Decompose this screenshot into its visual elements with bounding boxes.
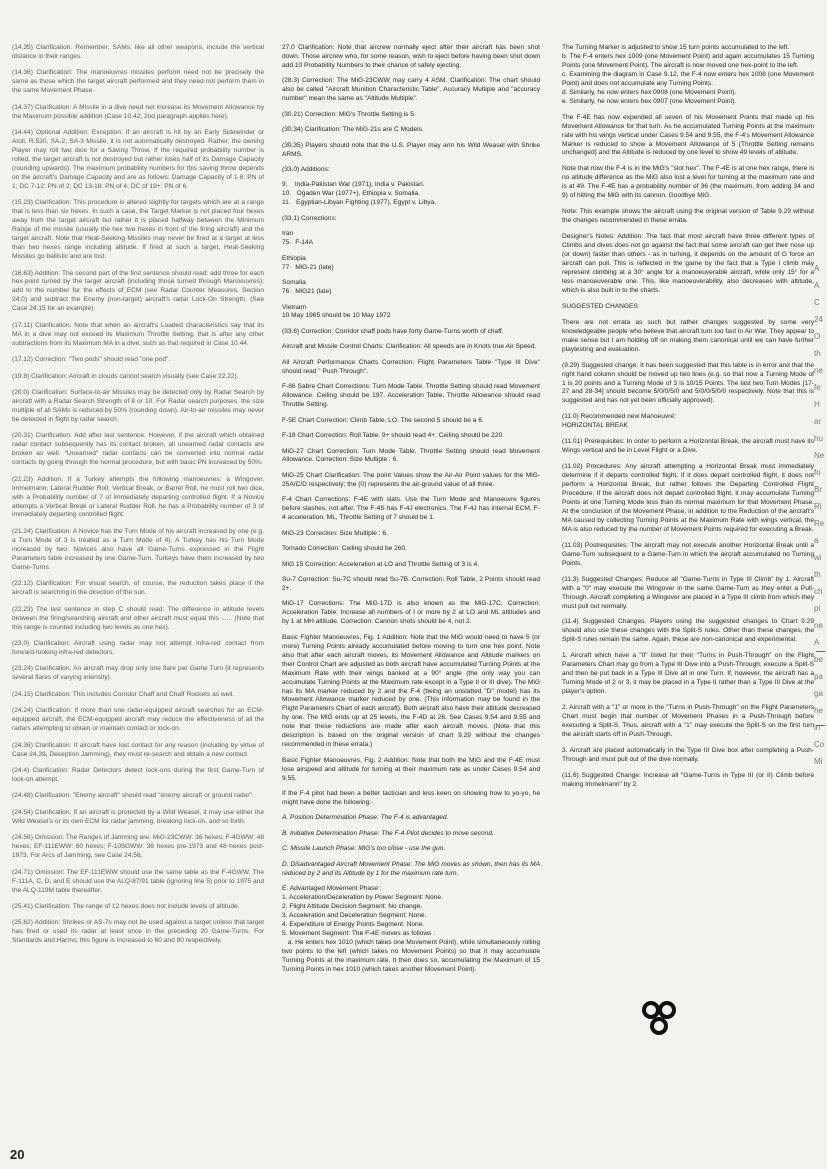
paragraph: (24.4) Clarification: Radar Detectors detect lock-ons during the first Game-Turn of lock-on attempt. [12,767,264,783]
section-heading: SUGGESTED CHANGES: [562,302,640,310]
paragraph: MiG 15 Correction: Acceleration at LO and Throttle Setting of 3 is 4. [282,560,480,568]
paragraph: MiG-25 Chart Clarification: The point Values show the Air-Air Point values for the MiG-25A/C/D respectively; the (0) represents the air-ground value of all three. [282,471,540,488]
edge-fragment: ne [814,621,823,630]
edge-fragment: A [814,264,820,273]
edge-fragment: wi [814,553,822,562]
paragraph: 27.0 Clarification: Note that aircrew normally eject after their aircraft has been shot down. Those aircrew who, for some reason, wish to eject before having been shot down add 10 Probability Numbers to their chance of safely ejecting. [282,44,540,69]
phase-step: D. Disadvantaged Aircraft Movement Phase: The MiG moves as shown, then has its MA reduced by 2 and its Altitude by 1 for the maximum rate turn. [282,860,540,877]
edge-fragment: Mi [814,757,823,766]
paragraph: (17.11) Clarification: Note that when an aircraft's Loaded characteristics say that its MA in a dive may not exceed its Maximum Throttle Setting, that is after any other subtractions from its Maximum MA in a dive, such as that required in Case 10.44. [12,321,264,347]
country-entry: Vietnam 10 May 1965 should be 10 May 1972 [282,303,391,320]
paragraph: (25.41) Clarification: The range of 12 hexes does not include levels of altitude. [12,902,240,910]
paragraph: (30.34) Clarification: The MiG-21s are C Models. [282,126,424,134]
adjacent-page-edge [814,260,827,960]
edge-fragment: a [814,536,819,545]
publisher-logo-icon [638,1000,680,1038]
paragraph: 1. Aircraft which have a "0" listed for their "Turns in Push-Through" on the Flight Parameters Chart may go from a Type III Dive into a Push-Through, execute a Split-S and then be put back in a Type III Dive all in one Turn. If, however, the aircraft has a Turning Mode of 2 or 3, it may be placed in a Type II rather than a Type III Dive at the player's option. [562,652,814,696]
paragraph: (22.12) Clarification: For visual search, of course, the reduction takes place if the aircraft is searching in the direction of the sun. [12,580,264,597]
paragraph: Designer's Notes: Addition: The fact that most aircraft have three different types of Climbs and dives does not go against the fact that some aircraft can get their nose up (or down) faster than others - as in turning, it depends on the amount of G force an aircraft can pull. This is reflected in the game by the fact that a Type I climb may represent climbing at a 30° angle for a manoeuverable aircraft, while only 15° for a less manoeuverable one. This, like manoeuverability, also decreases with altitude, which is also built in to the charts. [562,233,814,294]
errata-column-right [562,44,814,1044]
country-entry: Ethiopia 77· MiG-21 (late) [282,254,334,271]
section-heading: (33.1) Corrections: [282,214,337,222]
paragraph: Basic Fighter Manoeuvres, Fig. 2 Addition: Note that both the MiG and the F-4E must lose airspeed and altitude for turning at their maximum rate as under Cases 9.54 and 9.55. [282,756,540,782]
paragraph: Aircraft and Missile Control Charts: Clarification: All speeds are in Knots true Air Speed. [282,343,537,351]
page-number: 20 [10,1147,25,1162]
paragraph: (14.37) Clarification: A Missile in a dive need not increase its Movement Allowance by the Maximum possible addition (Case 10.42, 2nd paragraph applies here). [12,103,264,120]
edge-fragment: he [814,706,823,715]
paragraph: If the F-4 pilot had been a better tactician and less keen on showing how to yo-yo, he might have done the following:- [282,790,540,806]
paragraph: F-5E Chart Correction: Climb Table, LO. The second 5 should be a 6. [282,416,484,424]
phase-step: E. Advantaged Movement Phase : 1. Acceleration/Deceleration by Power Segment: None. 2. Flight Attitude Decision Segment: No change. 3. Acceleration and Deceleration Segment: None. 4. Expenditure of Energy Points Segment: None. 5. Movement Segment: The F-4E moves as follows : a. He enters hex 1010 (which takes one Movement Point), while simultaneously rolling two points to the left (which takes no Movement Points) so that it may accumulate Turning Points at the maximum rate. It then does so, accumulating the Maximum of 15 Turning Points in hex 1010 (which takes another Movement Point). [282,885,540,973]
paragraph: (23.24) Clarification: An aircraft may drop only one flare per Game Turn (it represents several flares of varying intensity). [12,665,264,682]
paragraph: (9.29) Suggested change: It has been suggested that this table is in error and that the right hand column should be moved up two lines (e.g. so that now a Turning Mode of 1 is 20 points and a Turning Mode of 3 is 10/15 Points. The last two Turn Modes [17-27 and 28-34] should become 5/0/0/5/0 and 5/0/0/5/0/0 respectively. Note that this is suggested and has not yet been officially approved). [562,361,814,405]
paragraph: (11.4) Suggested Changes. Players using the suggested changes to Chart 9.29 should also use these changes with the Split-S rules. Other than these changes, the Split-S rules remain the same. Again, these are non-canonical and experimental. [562,618,814,644]
phase-step: A. Position Determination Phase: The F-4 is advantaged. [282,814,449,822]
paragraph: (20.31) Clarification: Add after last sentence. However, if the aircraft which obtained radar contact subsequently has its contact broken, all unearned radar contacts are broken as well. "Unearned" radar contacts can be converted into normal radar contacts by going through the normal procedure, but with basic PN increased by 50%. [12,432,264,467]
paragraph: (28.3) Correction: The MiG-23CWW may carry 4 ASM. Clarification: The chart should also be called "Aircraft Munition Characteristic Table". Accuracy Multiple and "accuracy number" mean the same as "Altitude Multiple". [282,77,540,103]
war-list: 9. India-Pakistan War (1971), India v. Pakistan. 10. Ogaden War (1977+), Ethiopia v. Somalia. 11. Egyptian-Libyan Fighting (1977), Egypt v. Libya. [282,181,437,207]
edge-fragment: A [814,281,820,290]
paragraph: (19.8) Clarification: Aircraft in clouds cannot search visually (see Case 22.22). [12,372,239,380]
paragraph: Tornado Correction: Ceiling should be 260. [282,545,407,553]
paragraph: (33.6) Correction: Corridor chaff pods have forty Game-Turns worth of chaff. [282,327,504,335]
paragraph: (14.35) Clarification: Remember, SAMs, like all other weapons, include the vertical distance in their ranges. [12,44,264,60]
paragraph: (24.36) Clarification: If aircraft have lost contact for any reason (including by virtue of Case 24.39, Deception Jamming), they must re-search and obtain a new contact. [12,741,264,758]
paragraph: (20.0) Clarification: Surface-to-air Missiles may be detected only by Radar Search by aircraft with a Radar Search Strength of 8 or 10. For Radar search purposes, the size multiple of all SAMs is reduced by 50% (rounding down). Air-to-air missiles may never be detected in flight by radar search. [12,389,264,423]
country-entry: Iran 75· F-14A [282,230,314,247]
paragraph: F-18 Chart Correction: Roll Table. 9+ should read 4+. Ceiling should be 220. [282,432,504,440]
paragraph: (25.62) Addition: Shrikes or AS-7s may not be used against a target unless that target has fired or used its radar at least once in the preceding 20 Game-Turns. For Standards and Harms, this figure is increased to 60 and 80 respectively. [12,919,264,945]
edge-fragment: A [814,638,820,647]
edge-fragment: hu [814,434,823,443]
edge-fragment: C [814,298,820,307]
edge-fragment: ga [814,689,823,698]
paragraph: (22.23) The last sentence in step C should read: The difference in altitude levels between the firing/searching aircraft and other aircraft must equal this ...... (Note that this range is counted including two levels as one hex). [12,605,264,631]
edge-fragment: pi [814,604,821,613]
manoeuvre-heading: (11.0) Recommended new Manoeuvre: HORIZONTAL BREAK [562,413,676,430]
paragraph: (21.23) Addition: If a Turkey attempts the following manoeuvres: a Wingover, Immelmann, Lateral Rudder Roll, Vertical Break, or Barrel Roll, he must roll two dice, with a Probability number of 7 of immediately departing controlled flight. If a Novice attempts a Vertical Break or Lateral Rudder Roll, he has a Probability number of 3 of immediately departing controlled flight. [12,475,264,519]
paragraph: (15.23) Clarification: This procedure is altered slightly for targets which are at a range that is less than six hexes. In such a case, the Target Marker is not placed four hexes away from the target aircraft but rather it is placed halfway between the Minimum Range of the missile (usually the hex two hexes in front of the firing aircraft) and the target aircraft. Note that Heat-Seeking Missiles may never be fired at a target at less than two hexes range including altitude. If fired at such a target, Heat-Seeking Missiles go ballistic and are lost. [12,199,264,261]
paragraph: F-86 Sabre Chart Corrections: Turn Mode Table. Throttle Setting should read Movement Allowance. Ceiling should be 197. Acceleration Table. Throttle Allowance should read Throttle Setting. [282,383,540,409]
paragraph: The F-4E has now expended all seven of his Movement Points that made up his Movement Allowance for that turn. As he accumulated Turning Points at the maximum rate with his wings vertical under Cases 9.54 and 9.55, the F-4's Movement Allowance Marker is reduced to show a Movement Allowance of 5 (Throttle Setting remains unchanged) and the Altitude is reduced by one level to show 49 levels of altitude. [562,113,814,157]
paragraph: (21.24) Clarification: A Novice has the Turn Mode of his aircraft increased by one (e.g. a Turn Mode of 3 is treated as a Turn Mode of 4). A Turkey has his Turn Mode increased by two. Novices also have all Game-Turns expressed in the Flight Parameters table increased by one Game-Turn. Turkeys have them increased by two Game-Turns. [12,527,264,571]
paragraph: (17.12) Correction: "Two pods" should read "one pod". [12,356,171,364]
edge-fragment: ar [814,417,822,426]
paragraph: (24.15) Clarification: This includes Corridor Chaff and Chaff Rockets as well. [12,690,235,698]
edge-fragment: O [814,332,821,341]
paragraph: (11.6) Suggested Change: Increase all "Game-Turns in Type III (or II) Climb before making Immelmann" by 2. [562,771,814,788]
edge-fragment: Re [814,519,825,528]
edge-fragment: th [814,349,821,358]
edge-fragment: Ne [814,451,825,460]
paragraph: Su-7 Correction: Su-7C should read Su-7B. Correction: Roll Table, 2 Points should read 2+. [282,576,540,592]
edge-rule [816,651,825,652]
paragraph: MiG-17 Corrections: The MiG-17D is also known as the MiG-17C. Correction: Acceleration Table: Increase all numbers of I or more by 2 at LO and ML altitudes and by 1 at MH altitude. Correction: Cannon shots should be 4, not 2. [282,600,540,626]
paragraph: MiG-23 Correction: Size Multiple : 6. [282,529,388,537]
edge-fragment: fo [814,468,821,477]
edge-fragment: th [814,570,821,579]
edge-fragment: 24 [814,315,823,324]
paragraph: MiG-27 Chart Correction: Turn Mode Table. Throttle Setting should read Movement Allowance. Correction: Size Multiple : 6. [282,447,540,464]
paragraph: Note that now the F-4 is in the MiG's "slot hex". The F-4E is at one hex range, there is no altitude difference as the MiG also lost a level for turning at the maximum rate and is at 49. The F-4E has a probability number of 36 (the maximum, from adding 34 and 9) of hitting the MiG with its cannon. Goodbye MiG. [562,165,814,200]
paragraph: There are not errata as such but rather changes suggested by some very knowledgeable people who believe that aircraft turn too fast in Air War. They appear to make sense but I am holding off on making them canonical until we can have further playtesting and evaluation. [562,318,814,353]
edge-fragment: Ri [814,502,822,511]
paragraph: (11.02) Procedures: Any aircraft attempting a Horizontal Break must immediately determine if it departs controlled flight. If it does depart controlled flight, it does not perform a Horizontal Break, but rather follows the Departing Controlled Flight Procedure. If the aircraft does not depart controlled flight, it may accumulate Turning Points at one Turning Mode less than its normal maximum for that Movement Phase. At the conclusion of the Movement Phase, in addition to the Reduction of the aircraft's MA caused by collecting Turning Points at the Maximum Rate with wings vertical, the MA is also reduced by the number of Movement Points required for executing a Break. [562,463,814,533]
edge-fragment: H [814,400,820,409]
paragraph: (11.01) Prerequisites: In order to perform a Horizontal Break, the aircraft must have its Wings vertical and be in Level Flight or a Dive. [562,438,814,455]
edge-fragment: Co [814,740,825,749]
errata-column-middle [282,44,540,1164]
section-heading: (33.0) Additions: [282,166,330,174]
edge-fragment: Br [814,485,822,494]
paragraph: 2. Aircraft with a "1" or more in the "Turns in Push-Through" on the Flight Parameters Chart must begin that number of Movement Phases in a Push-Through before executing a Split-S. Thus, aircraft with a "1" may execute the Split-S on the first turn the aircraft starts off in Push-Through. [562,704,814,738]
paragraph: (30.21) Correction: MiG's Throttle Setting is 5. [282,110,416,118]
paragraph: The Turning Marker is adjusted to show 15 turn points accumulated to the left. b. The F-4 enters hex 1009 (one Movement Point) and again accumulates 15 Turning Points (one Movement Point). The aircraft is now moved one hex-point to the left. c. Examining the diagram in Case 9.12, the F-4 now enters hex 1008 (one Movement Point) and does not accumulate any Turning Points. d. Similarly, he now enters hex 0908 (one Movement Point). e. Similarly, he now enters hex 0907 (one Movement Point). [562,44,814,105]
edge-fragment: in [814,723,821,732]
paragraph: (11.3) Suggested Changes: Reduce all "Game-Turns in Type III Climb" by 1. Aircraft with a "0" may execute the Wingover in the same Game-Turn as they enter a Pull-Through. Aircraft completing a Wingover are placed in a Type III climb from which they must pull out normally. [562,575,814,610]
paragraph: 3. Aircraft are placed automatically in the Type III Dive box after completing a Push-Through and must pull out of the dive normally. [562,746,814,763]
paragraph: (23.0) Clarification: Aircraft using radar may not attempt infra-red contact from forward-looking infra-red detectors. [12,639,264,656]
paragraph: (14.36) Clarification: The manoeuvres missiles perform need not be precisely the same as those which the target aircraft performed and they need not perform them in the same Movement Phase. [12,69,264,95]
paragraph: (16.63) Addition: The second part of the first sentence should read: add three for each hex-point turned by the target aircraft (including those turned through Manoeuvres); add to the number for the effects of ECM (see Radar Counter Measures, Section 24.0) and subtract the Enemy (non-target) aircraft's radar Lock-On Strength. (See Case 24.15 for an example). [12,269,264,313]
paragraph: (24.24) Clarification: If more than one radar-equipped aircraft searches for an ECM-equipped aircraft, the ECM-equipped aircraft may reduce the effectiveness of all the radars attempting to obtain or maintain contact or lock-on. [12,707,264,733]
paragraph: (24.54) Clarification: If an aircraft is protected by a Wild Weasel, it may use either the Wild Weasel's or its own ECM for radar jamming, breaking lock-on, and so forth. [12,808,264,825]
paragraph: All Aircraft Performance Charts Correction: Flight Parameters Table "Type III Dive" should read " Push Through". [282,358,540,375]
edge-rule [816,725,825,726]
paragraph: F-4 Chart Corrections: F-4E with slats. Use the Turn Mode and Manoeuvre figures before slashes, not after. The F-4S has F-4J electronics. The F-4J has internal ECM, F-4 acceleration. ML, Throttle Setting of 7 should be 1. [282,496,540,522]
country-entry: Somalia 76· MiG21 (late) [282,279,332,296]
paragraph: Note: This example shows the aircraft using the original version of Table 9.29 without the changes recommended in these errata. [562,208,814,225]
edge-fragment: pa [814,672,823,681]
paragraph: (30.35) Players should note that the U.S. Player may arm his Wild Weasel with Shrike ARMS. [282,141,540,158]
phase-step: B. Initiative Determination Phase: The F-4 Pilot decides to move second. [282,829,494,837]
edge-fragment: fe [814,383,821,392]
phase-step: C. Missile Launch Phase: MiG's too close - use the gun. [282,845,446,853]
paragraph: Basic Fighter Manoeuvres, Fig. 1 Addition: Note that the MiG would need to have 5 (or more) Turning Points already accumulated before moving to turn one hex point. Note also that after each aircraft moves, its Movement Allowance and Altitude markers on their Control Chart are adjusted as both aircraft have accumulated Turning Points at the Maximum Rate with their wings banked at a 90° angle (the only way you can accumulate Turning Points at the Maximum rate except in a Type II or III dive). The MiG has its MA marker reduced by 2 and the F-4 (being an unslatted "D" model) has its Movement Allowance marker reduced by one. (This information may be found in the Flight Parameters Chart of each aircraft). Both aircraft also have their altitude decreased by one. The MiG ends up at 25 levels, the F-4D at 26. See Cases 9.54 and 9.55 and note that these reductions are made after each aircraft moves. (Note that this description is based on the original version of chart 9.29 without the changes recommended in these errata.) [282,633,540,749]
edge-fragment: ch [814,587,823,596]
paragraph: (24.71) Omission: The EF-111EWW should use the same table as the F-4GWW. The F-111A, C, D, and E should use the ALQ-87/91 table (ignoring line 5) prior to 1975 and the ALQ-119M table thereafter. [12,868,264,894]
paragraph: (11.03) Postrequisites: The aircraft may not execute another Horizontal Break until a Game-Turn subsequent to a Game-Turn in which the aircraft accumulated no Turning Points. [562,541,814,567]
paragraph: (24.48) Clarification: "Enemy aircraft" should read "enemy aircraft or ground radar". [12,792,254,800]
edge-fragment: ne [814,366,823,375]
paragraph: (24.56) Omission: The Ranges of Jamming are: MiG-23CWW: 36 hexes; F-4GWW: 48 hexes; EF-111EWW: 60 hexes; F-105GWW: 36 hexes pre-1973 and 48 hexes post-1973. For Arcs of Jamming, see Case 24.56. [12,834,264,860]
edge-fragment: be [814,655,823,664]
paragraph: (14.44) Optional Addition: Exception: If an aircraft is hit by an Early Sidewinder or Atoll, R.530, SA-2, SA-3 Missile, it is not automatically destroyed. Rather, the owning Player may roll two dice for a Saving Throw. If the required probability number is rolled, the target aircraft is not destroyed but rather loses half of its Damage Capacity (rounding upwards). The maximum probability numbers for this saving throw depends on the aircraft's Damage Capacity and are as follows: Damage Capacity of 1-6: PN of 1; DC 7-12: PN of 2; DC 13-18: PN of 4; DC of 19+: PN of 6. [12,129,264,190]
errata-column-left [12,44,264,1140]
